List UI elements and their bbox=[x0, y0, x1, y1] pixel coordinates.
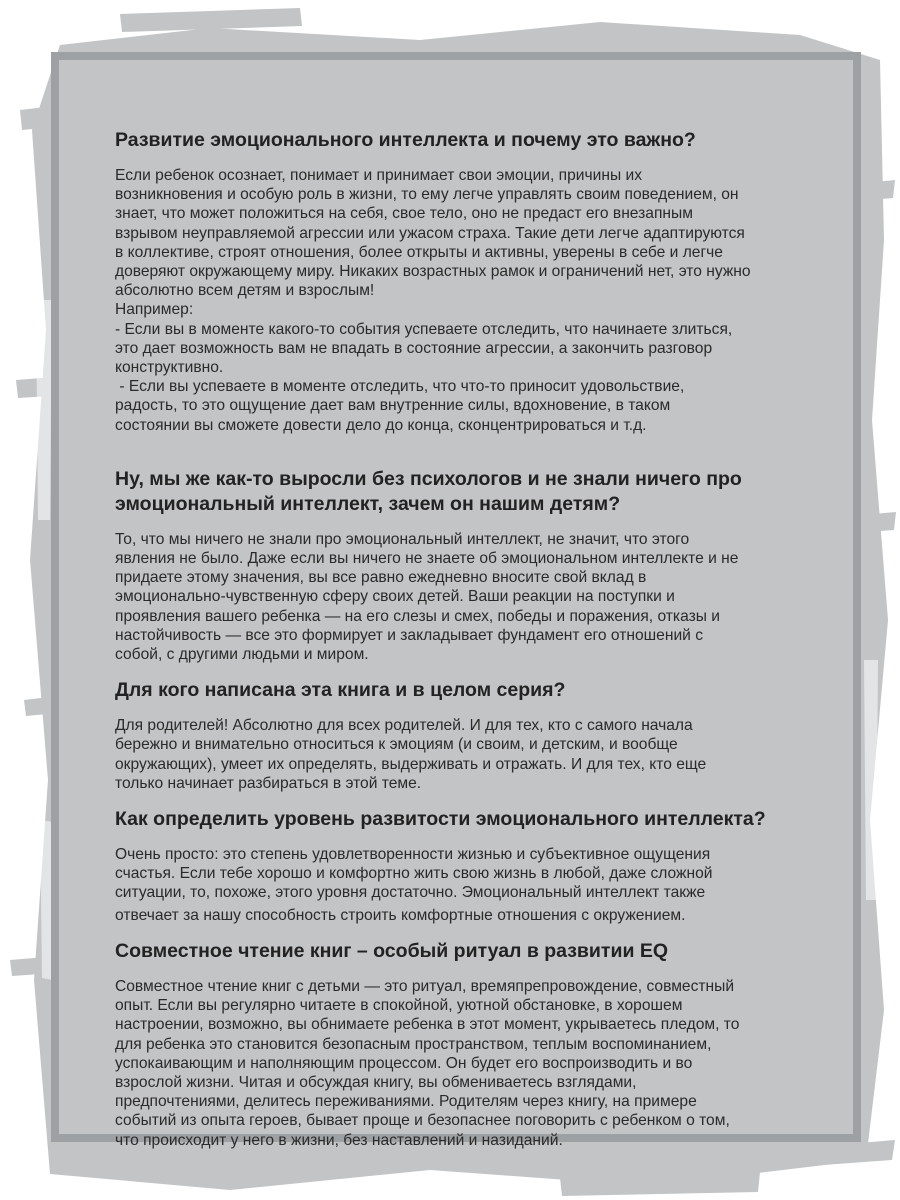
section-joint-reading bbox=[115, 939, 805, 1150]
section-body: Для родителей! Абсолютно для всех родителей. И для тех, кто с самого начала бережно и внимательно относиться к эмоциям (и своим, и детским, и вообще окружающих), умеет их определять, выдерживать и отражать. И для тех, кто еще только начинает разбираться в этой теме. bbox=[115, 717, 707, 792]
section-without-psychologists bbox=[115, 467, 805, 664]
section-body: Если ребенок осознает, понимает и принимает свои эмоции, причины их возникновения и особую роль в жизни, то ему легче управлять своим поведением, он знает, что может положиться на себя, свое тело, оно не предаст его внезапным взрывом неуправляемой агрессии или ужасом страха. Такие дети легче адаптируются в коллективе, строят отношения, более открыты и активны, уверены в себе и легче доверяют окружающему миру. Никаких возрастных рамок и ограничений нет, это нужно абсолютно всем детям и взрослым! Например: - Если вы в моменте какого-то события успеваете отследить, что начинаете злиться, это дает возможность вам не впадать в состояние агрессии, а закончить разговор конструктивно. - Если вы успеваете в моменте отследить, что что-то приносит удовольствие, радость, то это ощущение дает вам внутренние силы, вдохновение, в таком состоянии вы сможете довести дело до конца, сконцентрироваться и т.д. bbox=[115, 167, 751, 434]
section-eq-level bbox=[115, 807, 805, 925]
section-body: Очень просто: это степень удовлетворенности жизнью и субъективное ощущения счастья. Если тебе хорошо и комфортно жить свою жизнь в любой, даже сложной ситуации, то, похоже, этого уровня достаточно. Эмоциональный интеллект также отвечает за нашу способность строить комфортные отношения с окружением. bbox=[115, 846, 713, 924]
section-title: Для кого написана эта книга и в целом серия? bbox=[115, 679, 566, 702]
article bbox=[115, 128, 805, 1150]
section-body: Совместное чтение книг с детьми — это ритуал, времяпрепровождение, совместный опыт. Если вы регулярно читаете в спокойной, уютной обстановке, в хорошем настроении, возможно, вы обнимаете ребенка в этот момент, укрываетесь пледом, то для ребенка это становится безопасным пространством, теплым воспоминанием, успокаивающим и наполняющим процессом. Он будет его воспроизводить и во взрослой жизни. Читая и обсуждая книгу, вы обмениваетесь взглядами, предпочтениями, делитесь переживаниями. Родителям через книгу, на примере событий из опыта героев, бывает проще и безопаснее поговорить с ребенком о том, что происходит у него в жизни, без наставлений и назиданий. bbox=[115, 977, 740, 1149]
section-title: Ну, мы же как-то выросли без психологов и не знали ничего про эмоциональный интеллект, зачем он нашим детям? bbox=[115, 467, 742, 515]
section-body: То, что мы ничего не знали про эмоциональный интеллект, не значит, что этого явления не было. Даже если вы ничего не знаете об эмоциональном интеллекте и не придаете этому значения, вы все равно ежедневно вносите свой вклад в эмоционально-чувственную сферу своих детей. Ваши реакции на поступки и проявления вашего ребенка — на его слезы и смех, победы и поражения, отказы и настойчивость — все это формирует и закладывает фундамент его отношений с собой, с другими людьми и миром. bbox=[115, 530, 739, 664]
section-audience bbox=[115, 678, 805, 793]
section-eq-development bbox=[115, 128, 805, 435]
section-title: Развитие эмоционального интеллекта и почему это важно? bbox=[115, 129, 696, 151]
section-title: Совместное чтение книг – особый ритуал в развитии EQ bbox=[115, 939, 669, 962]
section-title: Как определить уровень развитости эмоционального интеллекта? bbox=[115, 808, 766, 831]
